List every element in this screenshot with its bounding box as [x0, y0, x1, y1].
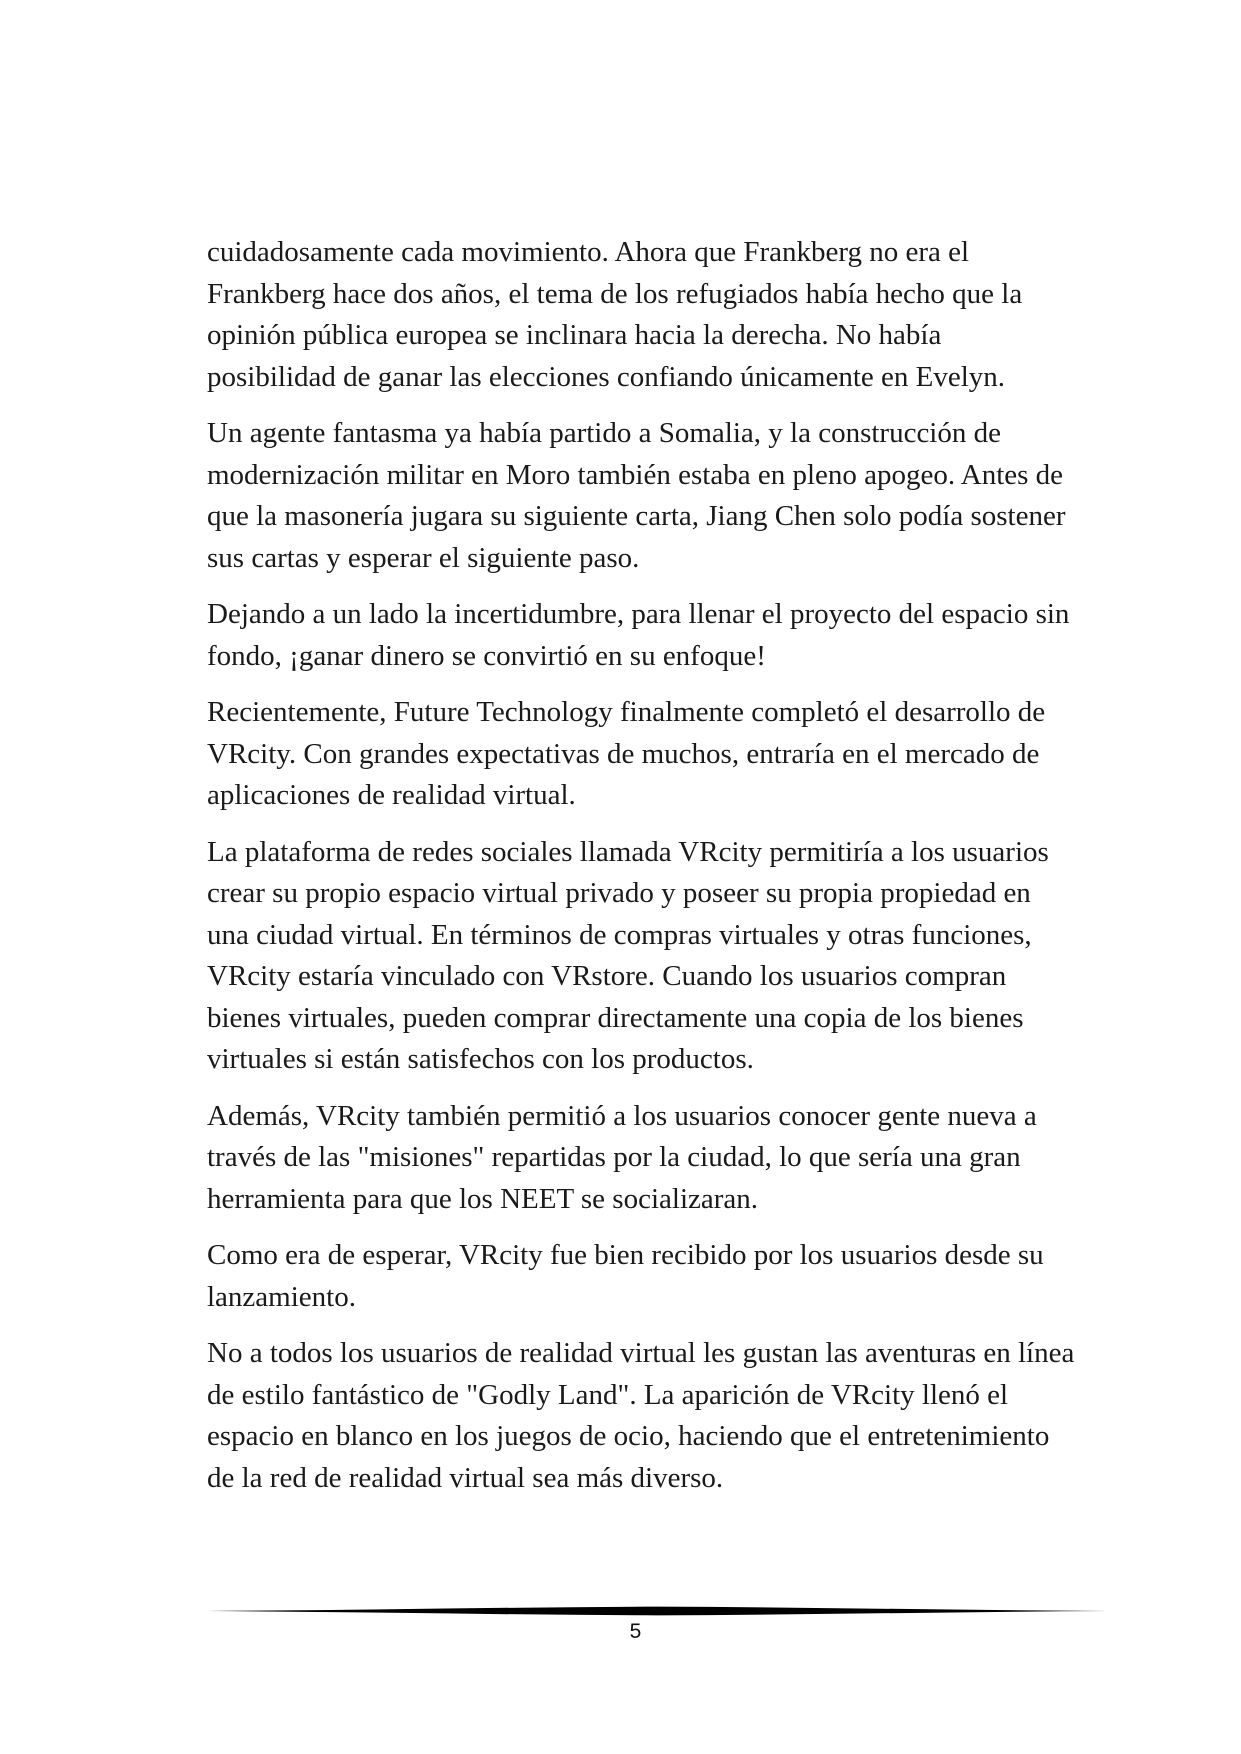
footer-rule — [207, 1604, 1107, 1618]
paragraph-8: No a todos los usuarios de realidad virtual les gustan las aventuras en línea de estilo fantástico de "Godly Land". La aparición de VRcity llenó el espacio en blanco en los juegos de ocio, haciendo que el entretenimiento de la red de realidad virtual sea más diverso. — [207, 1337, 1075, 1494]
paragraph-4: Recientemente, Future Technology finalmente completó el desarrollo de VRcity. Con grandes expectativas de muchos, entraría en el mercado de aplicaciones de realidad virtual. — [207, 696, 1046, 811]
page-number: 5 — [629, 1620, 642, 1643]
paragraph-6: Además, VRcity también permitió a los usuarios conocer gente nueva a través de las "misiones" repartidas por la ciudad, lo que sería una gran herramienta para que los NEET se socializaran. — [207, 1099, 1037, 1215]
paragraph-2: Un agente fantasma ya había partido a Somalia, y la construcción de modernización militar en Moro también estaba en pleno apogeo. Antes de que la masonería jugara su siguiente carta, Jiang Chen solo podía sostener sus cartas y esperar el siguiente paso. — [207, 417, 1066, 574]
footer-rule-stroke — [207, 1607, 1107, 1616]
paragraph-7: Como era de esperar, VRcity fue bien recibido por los usuarios desde su lanzamiento. — [207, 1239, 1044, 1313]
paragraph-3: Dejando a un lado la incertidumbre, para llenar el proyecto del espacio sin fondo, ¡ganar dinero se convirtió en su enfoque! — [207, 598, 1070, 672]
body-text — [207, 232, 1077, 1514]
paragraph-5: La plataforma de redes sociales llamada VRcity permitiría a los usuarios crear su propio espacio virtual privado y poseer su propia propiedad en una ciudad virtual. En términos de compras virtuales y otras funciones, VRcity estaría vinculado con VRstore. Cuando los usuarios compran bienes virtuales, pueden comprar directamente una copia de los bienes virtuales si están satisfechos con los productos. — [207, 835, 1049, 1075]
paragraph-1: cuidadosamente cada movimiento. Ahora que Frankberg no era el Frankberg hace dos años, el tema de los refugiados había hecho que la opinión pública europea se inclinara hacia la derecha. No había posibilidad de ganar las elecciones confiando únicamente en Evelyn. — [207, 236, 1023, 393]
